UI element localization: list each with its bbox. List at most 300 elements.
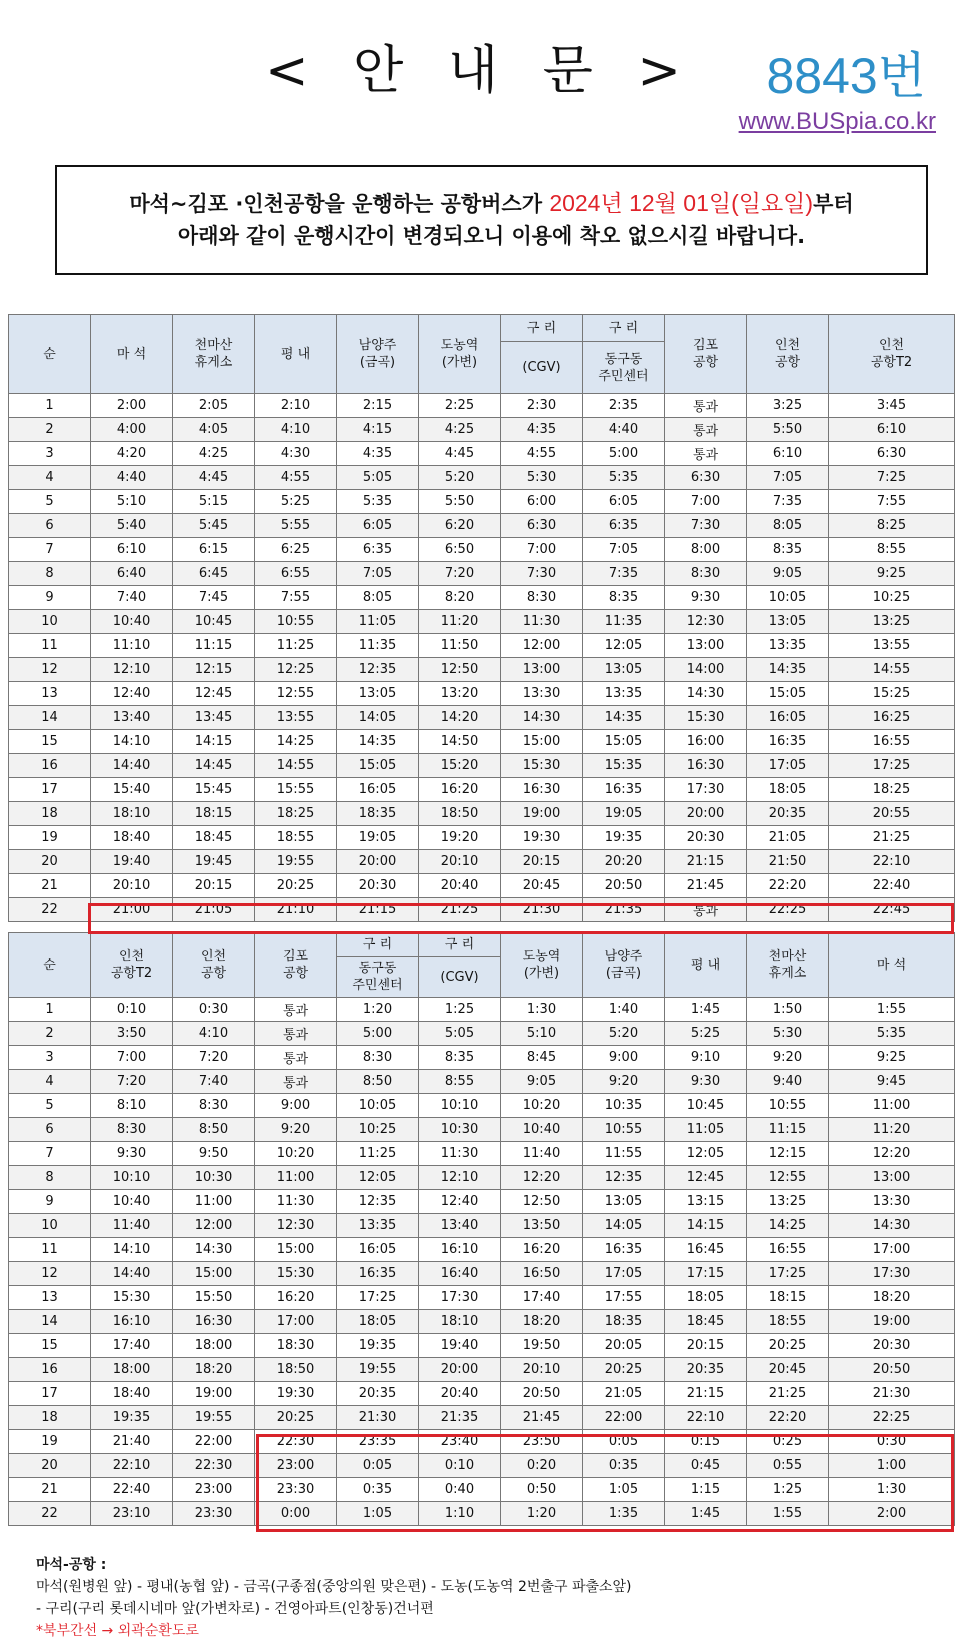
time-cell: 16:20: [419, 778, 501, 802]
time-cell: 10:05: [337, 1094, 419, 1118]
time-cell: 13:00: [665, 634, 747, 658]
time-cell: 통과: [665, 394, 747, 418]
row-number-cell: 10: [9, 1214, 91, 1238]
table-row: [9, 802, 955, 826]
row-number-cell: 2: [9, 418, 91, 442]
time-cell: 5:20: [583, 1022, 665, 1046]
header-maseok: 마 석: [829, 933, 955, 998]
time-cell: 19:00: [173, 1382, 255, 1406]
time-cell: 14:30: [173, 1238, 255, 1262]
time-cell: 20:15: [665, 1334, 747, 1358]
time-cell: 20:25: [583, 1358, 665, 1382]
time-cell: 0:35: [337, 1478, 419, 1502]
time-cell: 4:35: [337, 442, 419, 466]
row-number-cell: 21: [9, 1478, 91, 1502]
row-number-cell: 22: [9, 1502, 91, 1526]
time-cell: 통과: [665, 898, 747, 922]
time-cell: 10:55: [747, 1094, 829, 1118]
time-cell: 22:20: [747, 874, 829, 898]
time-cell: 17:00: [829, 1238, 955, 1262]
time-cell: 11:25: [255, 634, 337, 658]
time-cell: 16:55: [747, 1238, 829, 1262]
time-cell: 1:00: [829, 1454, 955, 1478]
time-cell: 23:50: [501, 1430, 583, 1454]
time-cell: 6:00: [501, 490, 583, 514]
header-gimpo: [255, 933, 337, 998]
time-cell: 18:05: [747, 778, 829, 802]
time-cell: 14:25: [255, 730, 337, 754]
table-row: [9, 850, 955, 874]
table-row: [9, 730, 955, 754]
route-notes: [36, 1554, 632, 1642]
time-cell: 3:45: [829, 394, 955, 418]
time-cell: 18:00: [173, 1334, 255, 1358]
time-cell: 0:50: [501, 1478, 583, 1502]
time-cell: 20:10: [91, 874, 173, 898]
time-cell: 16:35: [337, 1262, 419, 1286]
time-cell: 22:25: [747, 898, 829, 922]
time-cell: 18:10: [419, 1310, 501, 1334]
time-cell: 18:45: [665, 1310, 747, 1334]
time-cell: 12:10: [91, 658, 173, 682]
time-cell: 15:30: [501, 754, 583, 778]
table-row: [9, 1502, 955, 1526]
table-row: [9, 1334, 955, 1358]
time-cell: 통과: [255, 1046, 337, 1070]
time-cell: 5:35: [829, 1022, 955, 1046]
time-cell: 20:50: [501, 1382, 583, 1406]
time-cell: 5:50: [419, 490, 501, 514]
time-cell: 11:25: [337, 1142, 419, 1166]
time-cell: 1:35: [583, 1502, 665, 1526]
row-number-cell: 4: [9, 466, 91, 490]
time-cell: 15:30: [91, 1286, 173, 1310]
time-cell: 13:35: [747, 634, 829, 658]
time-cell: 21:15: [665, 850, 747, 874]
time-cell: 18:05: [337, 1310, 419, 1334]
time-cell: 21:45: [665, 874, 747, 898]
row-number-cell: 7: [9, 538, 91, 562]
time-cell: 20:10: [501, 1358, 583, 1382]
time-cell: 6:10: [829, 418, 955, 442]
time-cell: 13:35: [583, 682, 665, 706]
header-maseok: 마 석: [91, 315, 173, 394]
header-cgv: (CGV): [501, 342, 583, 394]
time-cell: 16:45: [665, 1238, 747, 1262]
time-cell: 20:15: [501, 850, 583, 874]
time-cell: 21:30: [501, 898, 583, 922]
time-cell: 6:45: [173, 562, 255, 586]
time-cell: 13:05: [583, 1190, 665, 1214]
table-row: [9, 1406, 955, 1430]
time-cell: 15:05: [583, 730, 665, 754]
time-cell: 13:00: [829, 1166, 955, 1190]
time-cell: 5:10: [91, 490, 173, 514]
table-row: [9, 682, 955, 706]
time-cell: 5:35: [583, 466, 665, 490]
time-cell: 6:20: [419, 514, 501, 538]
time-cell: 19:05: [583, 802, 665, 826]
row-number-cell: 7: [9, 1142, 91, 1166]
time-cell: 22:40: [829, 874, 955, 898]
time-cell: 1:50: [747, 998, 829, 1022]
timetable-outbound: [8, 314, 955, 922]
time-cell: 10:20: [255, 1142, 337, 1166]
time-cell: 5:50: [747, 418, 829, 442]
notice-line-1: [57, 187, 926, 220]
time-cell: 10:45: [173, 610, 255, 634]
row-number-cell: 16: [9, 754, 91, 778]
header-text: 동구동 주민센터: [598, 351, 649, 384]
time-cell: 9:45: [829, 1070, 955, 1094]
time-cell: 13:05: [747, 610, 829, 634]
time-cell: 20:25: [747, 1334, 829, 1358]
time-cell: 19:35: [91, 1406, 173, 1430]
time-cell: 8:30: [91, 1118, 173, 1142]
row-number-cell: 1: [9, 394, 91, 418]
time-cell: 1:15: [665, 1478, 747, 1502]
time-cell: 10:40: [501, 1118, 583, 1142]
table-row: [9, 874, 955, 898]
time-cell: 20:00: [665, 802, 747, 826]
time-cell: 3:25: [747, 394, 829, 418]
row-number-cell: 17: [9, 1382, 91, 1406]
time-cell: 0:05: [337, 1454, 419, 1478]
time-cell: 9:00: [255, 1094, 337, 1118]
time-cell: 12:00: [501, 634, 583, 658]
time-cell: 22:30: [255, 1430, 337, 1454]
time-cell: 15:20: [419, 754, 501, 778]
header-gimpo: [665, 315, 747, 394]
table-row: [9, 826, 955, 850]
time-cell: 8:50: [337, 1070, 419, 1094]
time-cell: 17:25: [337, 1286, 419, 1310]
row-number-cell: 1: [9, 998, 91, 1022]
time-cell: 8:35: [747, 538, 829, 562]
notes-title: 마석-공항 :: [36, 1557, 107, 1573]
time-cell: 18:50: [419, 802, 501, 826]
time-cell: 0:30: [173, 998, 255, 1022]
time-cell: 1:10: [419, 1502, 501, 1526]
time-cell: 7:25: [829, 466, 955, 490]
time-cell: 1:45: [665, 998, 747, 1022]
time-cell: 1:30: [829, 1478, 955, 1502]
time-cell: 11:35: [583, 610, 665, 634]
header-cgv: (CGV): [419, 957, 501, 998]
notice-line-1-pre: 마석~김포 ·인천공항을 운행하는 공항버스가: [129, 192, 542, 216]
time-cell: 4:35: [501, 418, 583, 442]
time-cell: 11:15: [747, 1118, 829, 1142]
time-cell: 14:50: [419, 730, 501, 754]
row-number-cell: 12: [9, 658, 91, 682]
header-text: 동구동 주민센터: [352, 961, 403, 993]
time-cell: 8:55: [829, 538, 955, 562]
row-number-cell: 6: [9, 514, 91, 538]
row-number-cell: 3: [9, 442, 91, 466]
time-cell: 12:50: [419, 658, 501, 682]
time-cell: 5:45: [173, 514, 255, 538]
time-cell: 11:00: [829, 1094, 955, 1118]
time-cell: 17:30: [829, 1262, 955, 1286]
time-cell: 11:50: [419, 634, 501, 658]
time-cell: 13:40: [419, 1214, 501, 1238]
time-cell: 18:15: [747, 1286, 829, 1310]
time-cell: 21:30: [337, 1406, 419, 1430]
time-cell: 19:00: [501, 802, 583, 826]
time-cell: 10:35: [583, 1094, 665, 1118]
time-cell: 8:30: [665, 562, 747, 586]
time-cell: 14:00: [665, 658, 747, 682]
time-cell: 5:05: [419, 1022, 501, 1046]
time-cell: 22:30: [173, 1454, 255, 1478]
time-cell: 22:40: [91, 1478, 173, 1502]
time-cell: 1:25: [419, 998, 501, 1022]
time-cell: 16:05: [337, 1238, 419, 1262]
time-cell: 7:55: [829, 490, 955, 514]
time-cell: 8:35: [583, 586, 665, 610]
time-cell: 20:35: [747, 802, 829, 826]
time-cell: 5:25: [255, 490, 337, 514]
notes-line-3: *북부간선 → 외곽순환도로: [36, 1623, 199, 1639]
table-row: [9, 442, 955, 466]
row-number-cell: 8: [9, 1166, 91, 1190]
row-number-cell: 4: [9, 1070, 91, 1094]
table-row: [9, 998, 955, 1022]
time-cell: 4:00: [91, 418, 173, 442]
table-row: [9, 754, 955, 778]
time-cell: 14:40: [91, 754, 173, 778]
time-cell: 13:25: [747, 1190, 829, 1214]
time-cell: 18:10: [91, 802, 173, 826]
table-row: [9, 1094, 955, 1118]
time-cell: 11:55: [583, 1142, 665, 1166]
time-cell: 9:50: [173, 1142, 255, 1166]
time-cell: 17:40: [501, 1286, 583, 1310]
time-cell: 12:00: [173, 1214, 255, 1238]
time-cell: 20:20: [583, 850, 665, 874]
time-cell: 19:55: [337, 1358, 419, 1382]
header-guri-2: 구 리: [583, 315, 665, 342]
time-cell: 18:25: [255, 802, 337, 826]
notes-line-1: 마석(원병원 앞) - 평내(농협 앞) - 금곡(구종점(중앙의원 맞은편) - 도농(도농역 2번출구 파출소앞): [36, 1579, 632, 1595]
time-cell: 16:20: [501, 1238, 583, 1262]
time-cell: 12:20: [829, 1142, 955, 1166]
header-text: 남양주 (금곡): [604, 949, 643, 981]
time-cell: 18:55: [747, 1310, 829, 1334]
table-row: [9, 1262, 955, 1286]
time-cell: 12:05: [583, 634, 665, 658]
time-cell: 13:20: [419, 682, 501, 706]
time-cell: 10:30: [419, 1118, 501, 1142]
time-cell: 16:05: [337, 778, 419, 802]
time-cell: 9:30: [665, 586, 747, 610]
time-cell: 9:25: [829, 562, 955, 586]
time-cell: 6:40: [91, 562, 173, 586]
time-cell: 0:45: [665, 1454, 747, 1478]
header-donong: [501, 933, 583, 998]
time-cell: 19:35: [583, 826, 665, 850]
time-cell: 8:30: [501, 586, 583, 610]
time-cell: 8:10: [91, 1094, 173, 1118]
time-cell: 4:25: [173, 442, 255, 466]
time-cell: 6:05: [583, 490, 665, 514]
time-cell: 20:40: [419, 874, 501, 898]
time-cell: 7:00: [501, 538, 583, 562]
time-cell: 10:20: [501, 1094, 583, 1118]
time-cell: 2:35: [583, 394, 665, 418]
time-cell: 23:00: [255, 1454, 337, 1478]
time-cell: 19:35: [337, 1334, 419, 1358]
time-cell: 17:30: [419, 1286, 501, 1310]
row-number-cell: 12: [9, 1262, 91, 1286]
table-row: [9, 706, 955, 730]
time-cell: 17:55: [583, 1286, 665, 1310]
time-cell: 15:25: [829, 682, 955, 706]
bus-number: 8843번: [766, 48, 926, 104]
table-row: [9, 898, 955, 922]
table-row: [9, 1478, 955, 1502]
time-cell: 11:00: [173, 1190, 255, 1214]
header-row: [9, 315, 955, 342]
time-cell: 12:45: [173, 682, 255, 706]
time-cell: 통과: [665, 442, 747, 466]
time-cell: 7:05: [337, 562, 419, 586]
time-cell: 16:30: [501, 778, 583, 802]
time-cell: 18:40: [91, 1382, 173, 1406]
table-row: [9, 658, 955, 682]
time-cell: 18:25: [829, 778, 955, 802]
time-cell: 9:40: [747, 1070, 829, 1094]
row-number-cell: 11: [9, 634, 91, 658]
time-cell: 14:35: [747, 658, 829, 682]
time-cell: 5:15: [173, 490, 255, 514]
time-cell: 17:30: [665, 778, 747, 802]
time-cell: 12:30: [665, 610, 747, 634]
table-row: [9, 1358, 955, 1382]
header-donong: [419, 315, 501, 394]
time-cell: 11:00: [255, 1166, 337, 1190]
time-cell: 12:05: [337, 1166, 419, 1190]
time-cell: 10:55: [255, 610, 337, 634]
time-cell: 15:30: [665, 706, 747, 730]
time-cell: 18:40: [91, 826, 173, 850]
row-number-cell: 15: [9, 1334, 91, 1358]
time-cell: 12:40: [419, 1190, 501, 1214]
time-cell: 5:30: [501, 466, 583, 490]
website-link[interactable]: www.BUSpia.co.kr: [738, 108, 936, 135]
time-cell: 7:35: [747, 490, 829, 514]
time-cell: 10:10: [419, 1094, 501, 1118]
time-cell: 7:20: [173, 1046, 255, 1070]
time-cell: 19:20: [419, 826, 501, 850]
time-cell: 23:30: [255, 1478, 337, 1502]
time-cell: 13:55: [255, 706, 337, 730]
time-cell: 14:10: [91, 730, 173, 754]
table-row: [9, 394, 955, 418]
row-number-cell: 5: [9, 1094, 91, 1118]
time-cell: 18:20: [501, 1310, 583, 1334]
time-cell: 7:20: [91, 1070, 173, 1094]
time-cell: 10:55: [583, 1118, 665, 1142]
time-cell: 6:30: [665, 466, 747, 490]
time-cell: 20:45: [501, 874, 583, 898]
time-cell: 5:55: [255, 514, 337, 538]
row-number-cell: 21: [9, 874, 91, 898]
time-cell: 1:55: [747, 1502, 829, 1526]
time-cell: 4:45: [173, 466, 255, 490]
header-incheon-t2: [829, 315, 955, 394]
time-cell: 4:45: [419, 442, 501, 466]
time-cell: 13:15: [665, 1190, 747, 1214]
time-cell: 9:20: [255, 1118, 337, 1142]
time-cell: 13:25: [829, 610, 955, 634]
time-cell: 16:10: [419, 1238, 501, 1262]
time-cell: 2:25: [419, 394, 501, 418]
time-cell: 21:25: [829, 826, 955, 850]
time-cell: 21:00: [91, 898, 173, 922]
time-cell: 통과: [255, 1070, 337, 1094]
time-cell: 14:55: [255, 754, 337, 778]
time-cell: 9:05: [747, 562, 829, 586]
time-cell: 13:35: [337, 1214, 419, 1238]
time-cell: 0:25: [747, 1430, 829, 1454]
time-cell: 9:20: [747, 1046, 829, 1070]
time-cell: 15:45: [173, 778, 255, 802]
time-cell: 23:00: [173, 1478, 255, 1502]
row-number-cell: 18: [9, 802, 91, 826]
time-cell: 21:05: [747, 826, 829, 850]
time-cell: 21:30: [829, 1382, 955, 1406]
table-row: [9, 538, 955, 562]
time-cell: 10:25: [829, 586, 955, 610]
time-cell: 15:35: [583, 754, 665, 778]
time-cell: 4:40: [583, 418, 665, 442]
table-row: [9, 1454, 955, 1478]
time-cell: 18:45: [173, 826, 255, 850]
time-cell: 4:30: [255, 442, 337, 466]
time-cell: 22:00: [173, 1430, 255, 1454]
time-cell: 17:00: [255, 1310, 337, 1334]
time-cell: 통과: [255, 1022, 337, 1046]
time-cell: 11:35: [337, 634, 419, 658]
time-cell: 1:45: [665, 1502, 747, 1526]
table-row: [9, 1310, 955, 1334]
time-cell: 19:30: [501, 826, 583, 850]
table-row: [9, 418, 955, 442]
time-cell: 21:40: [91, 1430, 173, 1454]
time-cell: 14:30: [501, 706, 583, 730]
time-cell: 4:25: [419, 418, 501, 442]
time-cell: 20:00: [337, 850, 419, 874]
time-cell: 8:30: [173, 1094, 255, 1118]
header-namyangju: [337, 315, 419, 394]
row-number-cell: 14: [9, 706, 91, 730]
time-cell: 6:30: [829, 442, 955, 466]
time-cell: 9:30: [665, 1070, 747, 1094]
time-cell: 16:35: [747, 730, 829, 754]
time-cell: 14:40: [91, 1262, 173, 1286]
time-cell: 11:40: [501, 1142, 583, 1166]
time-cell: 18:00: [91, 1358, 173, 1382]
table-row: [9, 1118, 955, 1142]
time-cell: 12:45: [665, 1166, 747, 1190]
time-cell: 16:30: [173, 1310, 255, 1334]
time-cell: 18:05: [665, 1286, 747, 1310]
time-cell: 23:35: [337, 1430, 419, 1454]
time-cell: 21:35: [583, 898, 665, 922]
time-cell: 23:30: [173, 1502, 255, 1526]
time-cell: 20:40: [419, 1382, 501, 1406]
